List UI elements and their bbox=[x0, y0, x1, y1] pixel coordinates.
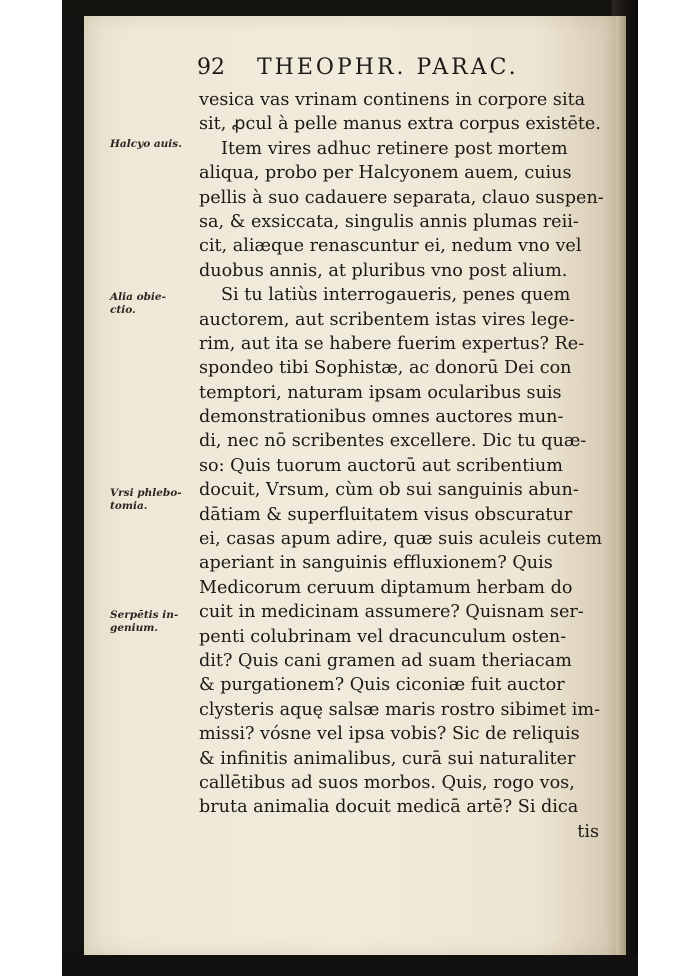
text-line: docuit, Vrsum, cùm ob sui sanguinis abun- bbox=[199, 480, 579, 501]
text-line: missi? vósne vel ipsa vobis? Sic de reliquis bbox=[199, 724, 580, 745]
text-line: Item vires adhuc retinere post mortem bbox=[221, 138, 568, 159]
text-line: cit, aliæque renascuntur ei, nedum vno vel bbox=[199, 236, 582, 257]
text-line: spondeo tibi Sophistæ, ac donorū Dei con bbox=[199, 358, 572, 379]
text-line: bruta animalia docuit medicā artē? Si dica bbox=[199, 797, 579, 818]
marginal-note-bear bbox=[110, 487, 200, 513]
text-line: & infinitis animalibus, curā sui naturaliter bbox=[199, 748, 576, 769]
text-line: demonstrationibus omnes auctores mun- bbox=[199, 407, 564, 428]
text-line: auctorem, aut scribentem istas vires lege- bbox=[199, 309, 575, 330]
text-line: penti colubrinam vel dracunculum osten- bbox=[199, 626, 567, 647]
book-binding-top bbox=[62, 0, 638, 16]
text-line: callētibus ad suos morbos. Quis, rogo vos, bbox=[199, 772, 575, 793]
marginal-note-serpent bbox=[110, 609, 200, 635]
text-line: temptori, naturam ipsam ocularibus suis bbox=[199, 382, 562, 403]
text-line: di, nec nō scribentes excellere. Dic tu quæ- bbox=[199, 431, 587, 452]
text-line: pellis à suo cadauere separata, clauo suspen- bbox=[199, 187, 604, 208]
marginal-note-line: tomia. bbox=[110, 500, 148, 512]
text-line: cuit in medicinam assumere? Quisnam ser- bbox=[199, 602, 584, 623]
text-line: rim, aut ita se habere fuerim expertus? Re- bbox=[199, 333, 585, 354]
text-line: dit? Quis cani gramen ad suam theriacam bbox=[199, 650, 572, 671]
text-line: vesica vas vrinam continens in corpore sita bbox=[199, 90, 586, 110]
text-line: sit, ꝓcul à pelle manus extra corpus existēte. bbox=[199, 114, 601, 135]
marginal-note-line: Halcyo auis. bbox=[110, 138, 182, 150]
marginal-note-halcyon bbox=[110, 138, 200, 151]
text-line: Medicorum ceruum diptamum herbam do bbox=[199, 577, 573, 598]
text-line: sa, & exsiccata, singulis annis plumas reii- bbox=[199, 211, 579, 232]
running-title: THEOPHR. PARAC. bbox=[257, 55, 519, 80]
text-line: duobus annis, at pluribus vno post alium. bbox=[199, 260, 568, 281]
text-line: & purgationem? Quis ciconiæ fuit auctor bbox=[199, 675, 565, 696]
text-line: clysteris aquę salsæ maris rostro sibimet im- bbox=[199, 699, 601, 720]
page-header bbox=[197, 55, 557, 85]
marginal-note-line: Alia obie- bbox=[110, 291, 166, 303]
marginal-note-line: Serpētis in- bbox=[110, 609, 179, 621]
body-text bbox=[199, 88, 607, 844]
book-binding-left bbox=[62, 0, 84, 976]
marginal-note-line: genium. bbox=[110, 622, 159, 634]
page-edge bbox=[616, 16, 626, 955]
marginal-note-line: Vrsi phlebo- bbox=[110, 487, 182, 499]
text-line: ei, casas apum adire, quæ suis aculeis cutem bbox=[199, 529, 603, 550]
text-line: dātiam & superfluitatem visus obscuratur bbox=[199, 504, 573, 525]
text-line: so: Quis tuorum auctorū aut scribentium bbox=[199, 455, 563, 476]
text-line: Si tu latiùs interrogaueris, penes quem bbox=[221, 285, 571, 306]
book-binding-bottom bbox=[62, 955, 638, 976]
marginal-note-line: ctio. bbox=[110, 304, 136, 316]
page-number: 92 bbox=[197, 55, 225, 80]
text-line: aliqua, probo per Halcyonem auem, cuius bbox=[199, 163, 572, 184]
marginal-note-objection bbox=[110, 291, 200, 317]
catchword: tis bbox=[577, 821, 599, 842]
text-line: aperiant in sanguinis effluxionem? Quis bbox=[199, 553, 553, 574]
